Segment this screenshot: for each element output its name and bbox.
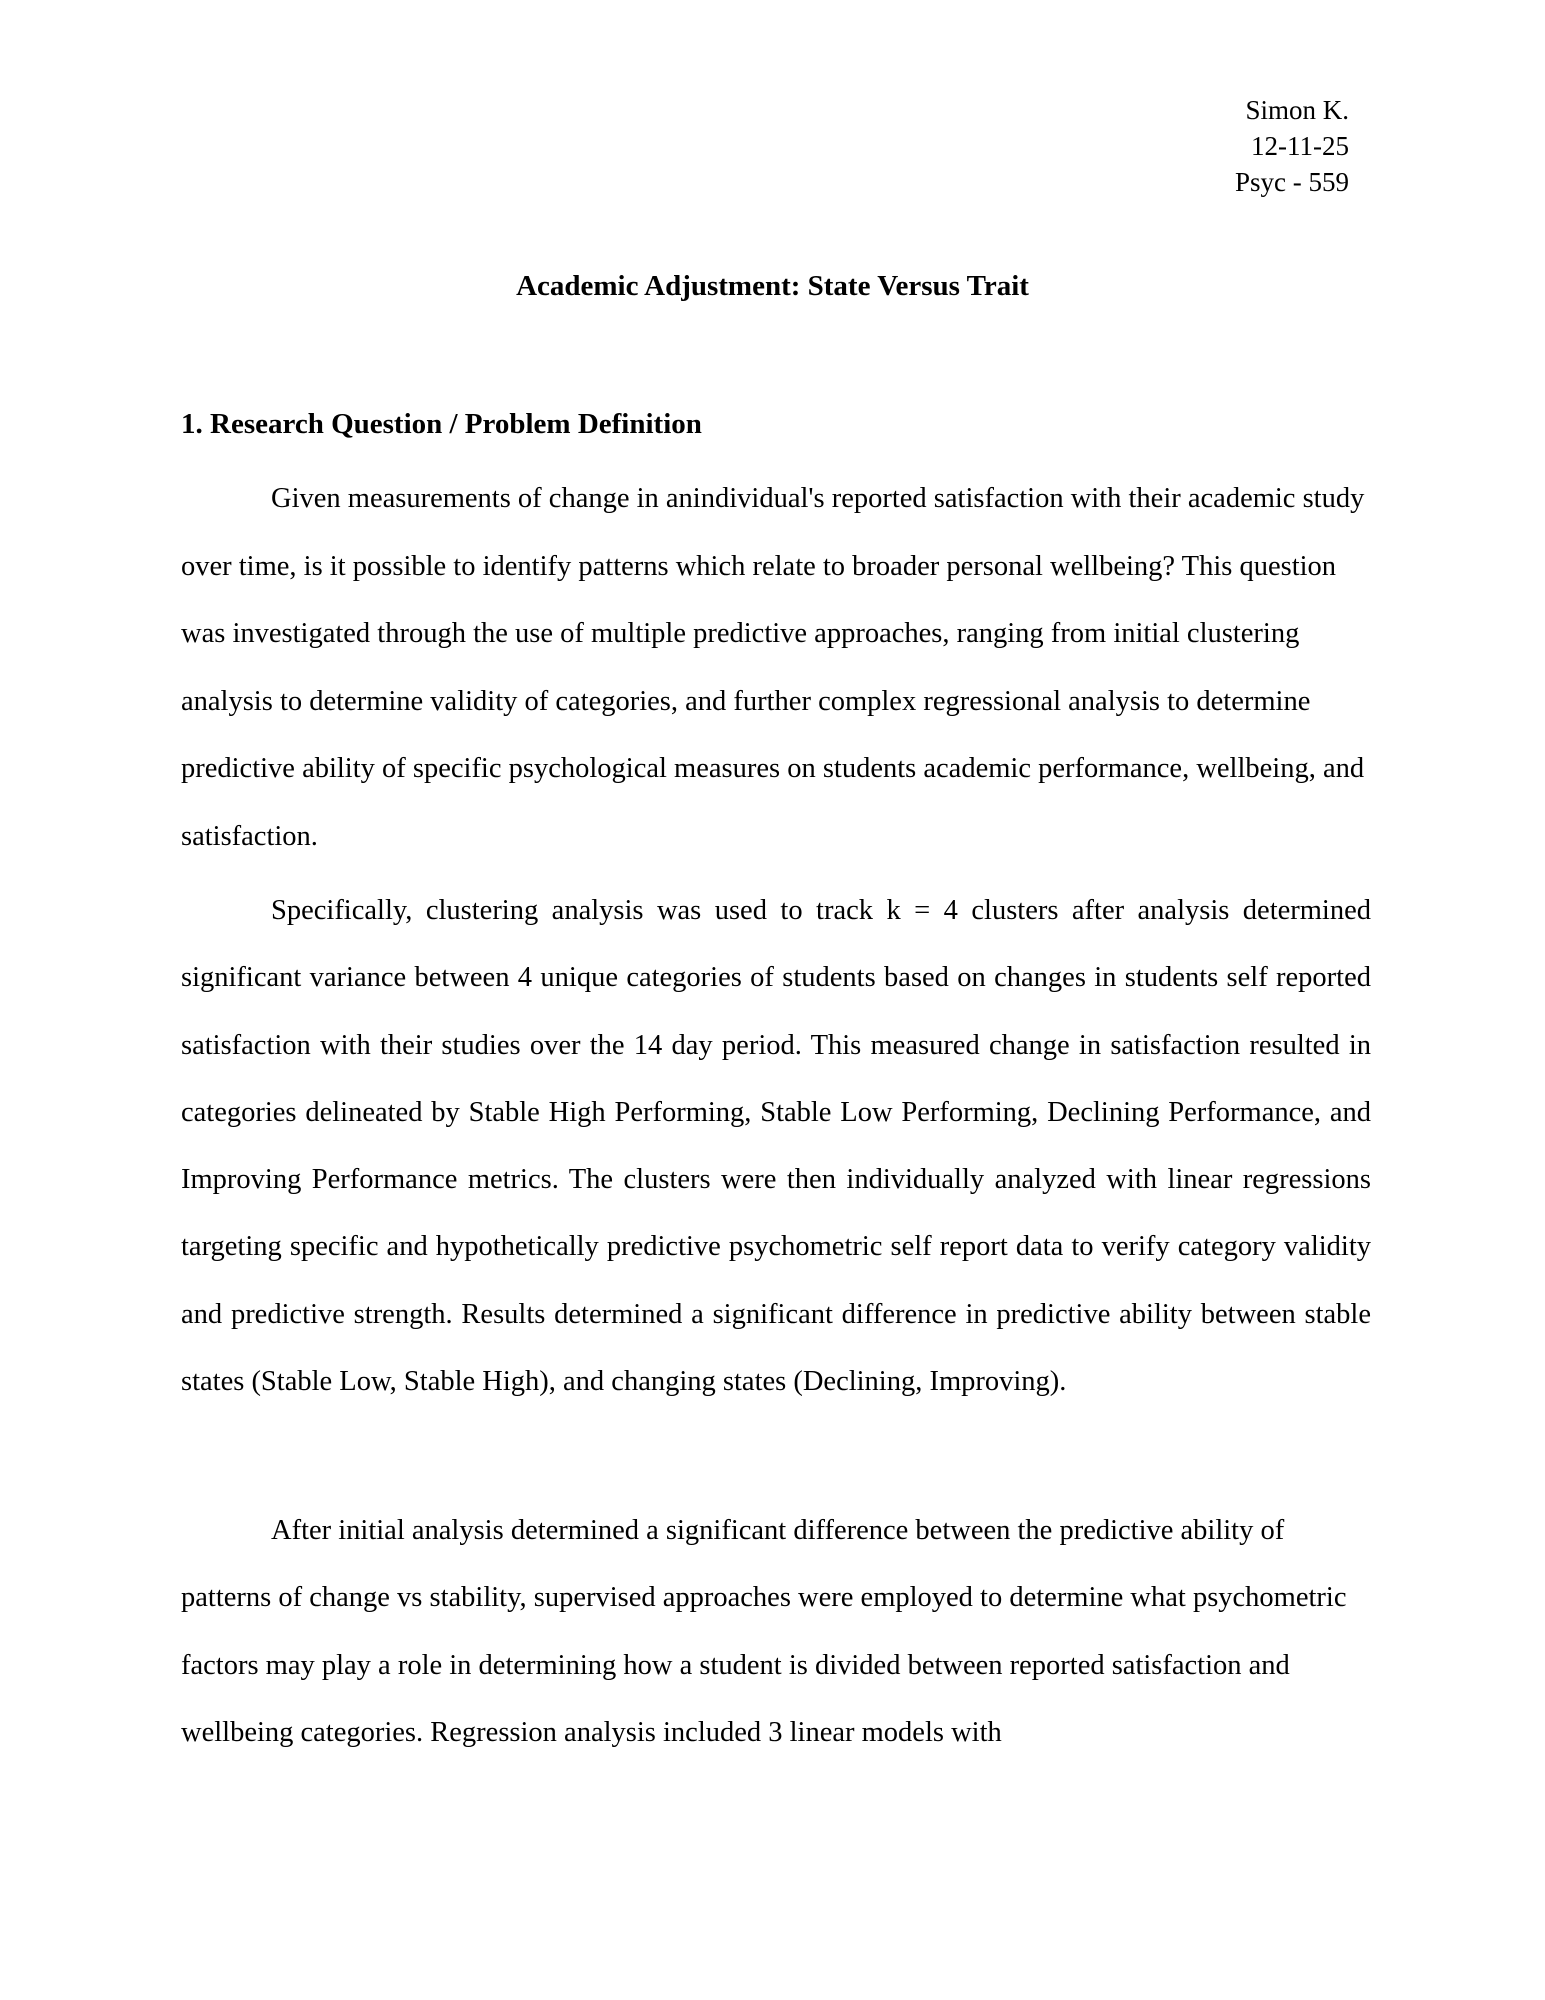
paragraph: After initial analysis determined a significant difference between the predictive ability of patterns of change vs stability, supervised approaches were employed to determine what psychometric factors may play a role in determining how a student is divided between reported satisfaction and wellbeing categories. Regression analysis included 3 linear models with <box>181 1515 1347 1748</box>
course-code: Psyc - 559 <box>1235 167 1349 197</box>
paragraph: Given measurements of change in anindividual's reported satisfaction with their academic study over time, is it possible to identify patterns which relate to broader personal wellbeing? This question was investigated through the use of multiple predictive approaches, ranging from initial clustering analysis to determine validity of categories, and further complex regressional analysis to determine predictive ability of specific psychological measures on students academic performance, wellbeing, and satisfaction. <box>181 483 1365 852</box>
section-heading: 1. Research Question / Problem Definition <box>181 408 702 440</box>
document-date: 12-11-25 <box>1251 131 1349 161</box>
document-title: Academic Adjustment: State Versus Trait <box>516 270 1029 302</box>
paragraph-block-2 <box>181 877 1371 1415</box>
document-header <box>1235 92 1349 200</box>
author-name: Simon K. <box>1245 95 1349 125</box>
paragraph: Specifically, clustering analysis was used to track k = 4 clusters after analysis determined significant variance between 4 unique categories of students based on changes in students self reported satisfaction with their studies over the 14 day period. This measured change in satisfaction resulted in categories delineated by Stable High Performing, Stable Low Performing, Declining Performance, and Improving Performance metrics. The clusters were then individually analyzed with linear regressions targeting specific and hypothetically predictive psychometric self report data to verify category validity and predictive strength. Results determined a significant difference in predictive ability between stable states (Stable Low, Stable High), and changing states (Declining, Improving). <box>181 895 1371 1398</box>
paragraph-block-1 <box>181 465 1371 870</box>
paragraph-block-3 <box>181 1497 1371 1766</box>
